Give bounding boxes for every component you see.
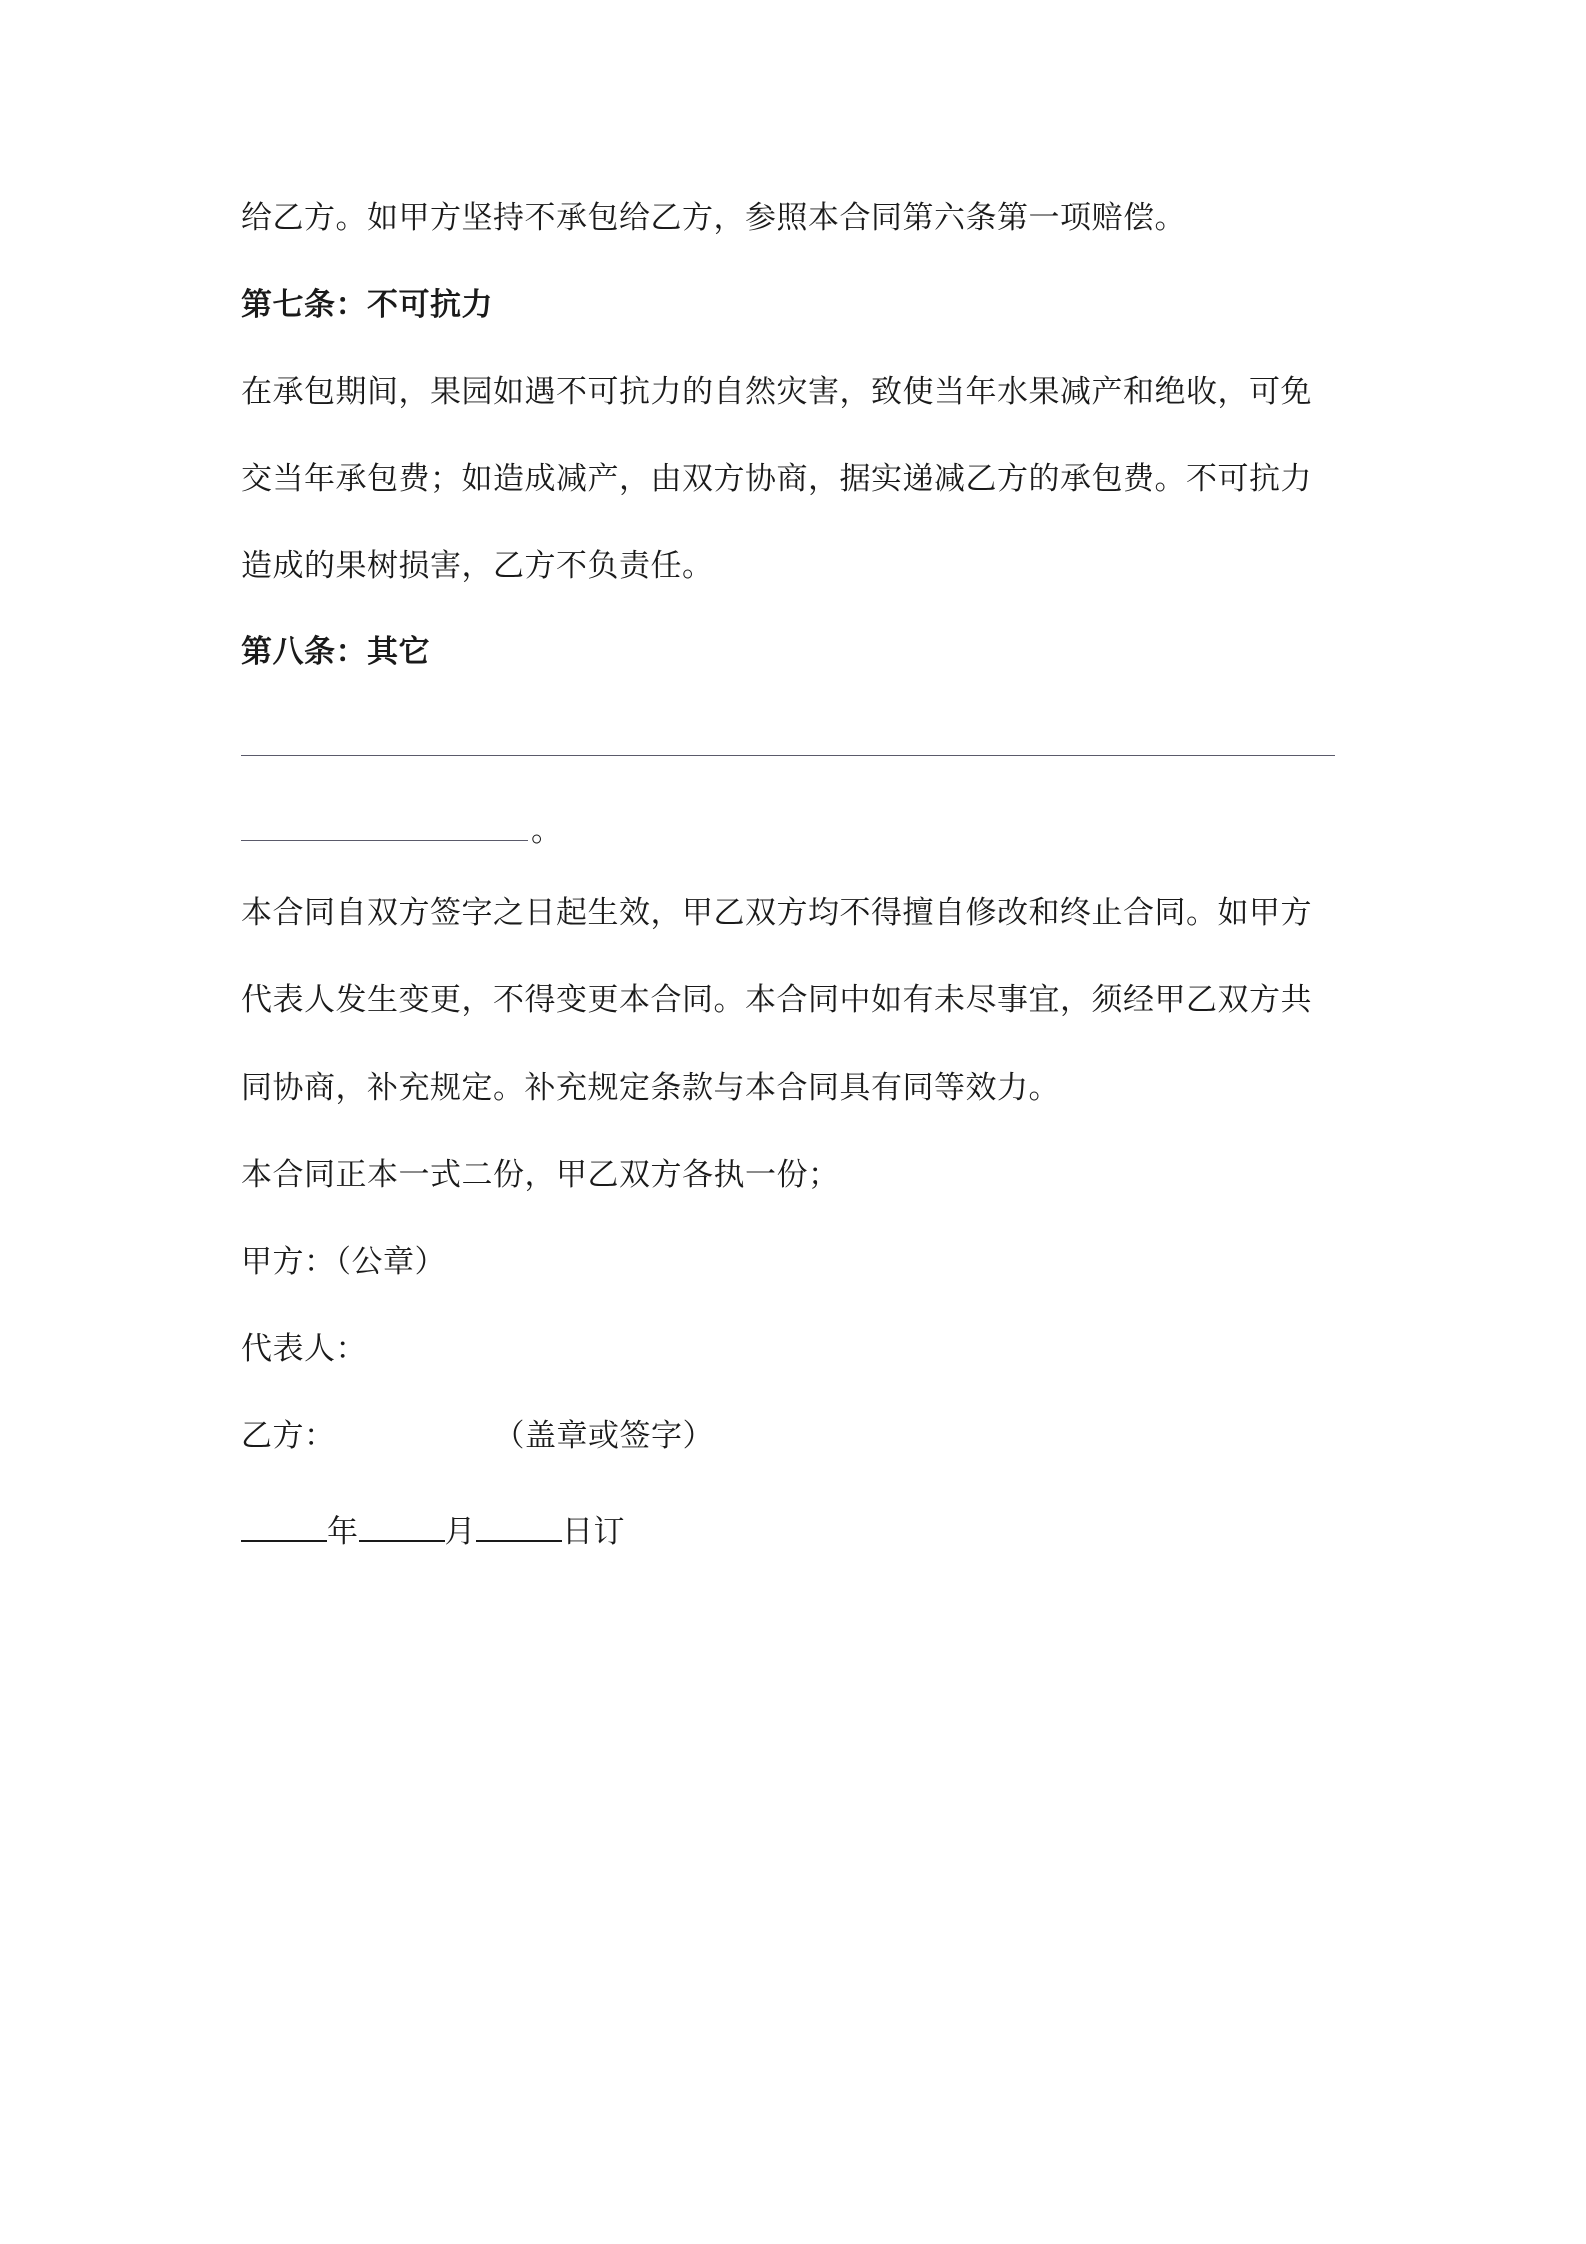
day-label: 日订 [562, 1514, 625, 1550]
article-8-blank-line-2 [241, 840, 528, 841]
month-blank [359, 1510, 445, 1542]
continuation-line: 给乙方。如甲方坚持不承包给乙方，参照本合同第六条第一项赔偿。 [241, 200, 1186, 236]
article-7-line-3: 造成的果树损害，乙方不负责任。 [241, 548, 714, 584]
month-label: 月 [444, 1514, 476, 1550]
representative-label: 代表人： [241, 1331, 367, 1367]
closing-line-1: 本合同自双方签字之日起生效，甲乙双方均不得擅自修改和终止合同。如甲方 [241, 895, 1312, 931]
party-b-note: （盖章或签字） [493, 1418, 714, 1454]
year-label: 年 [327, 1514, 359, 1550]
day-blank [476, 1510, 562, 1542]
party-b-row [241, 1416, 714, 1456]
date-line [241, 1510, 625, 1552]
party-a-seal: 甲方：（公章） [241, 1244, 446, 1280]
article-8-blank-line-1 [241, 755, 1335, 756]
article-8-heading: 第八条：其它 [241, 634, 430, 670]
closing-line-3: 同协商，补充规定。补充规定条款与本合同具有同等效力。 [241, 1070, 1060, 1106]
copies-clause: 本合同正本一式二份，甲乙双方各执一份； [241, 1157, 840, 1193]
article-8-period: 。 [531, 813, 563, 849]
article-7-line-1: 在承包期间，果园如遇不可抗力的自然灾害，致使当年水果减产和绝收，可免 [241, 374, 1312, 410]
article-7-heading: 第七条：不可抗力 [241, 287, 493, 323]
year-blank [241, 1510, 327, 1542]
article-7-line-2: 交当年承包费；如造成减产，由双方协商，据实递减乙方的承包费。不可抗力 [241, 461, 1312, 497]
party-b-label: 乙方： [241, 1418, 336, 1454]
closing-line-2: 代表人发生变更，不得变更本合同。本合同中如有未尽事宜，须经甲乙双方共 [241, 982, 1312, 1018]
